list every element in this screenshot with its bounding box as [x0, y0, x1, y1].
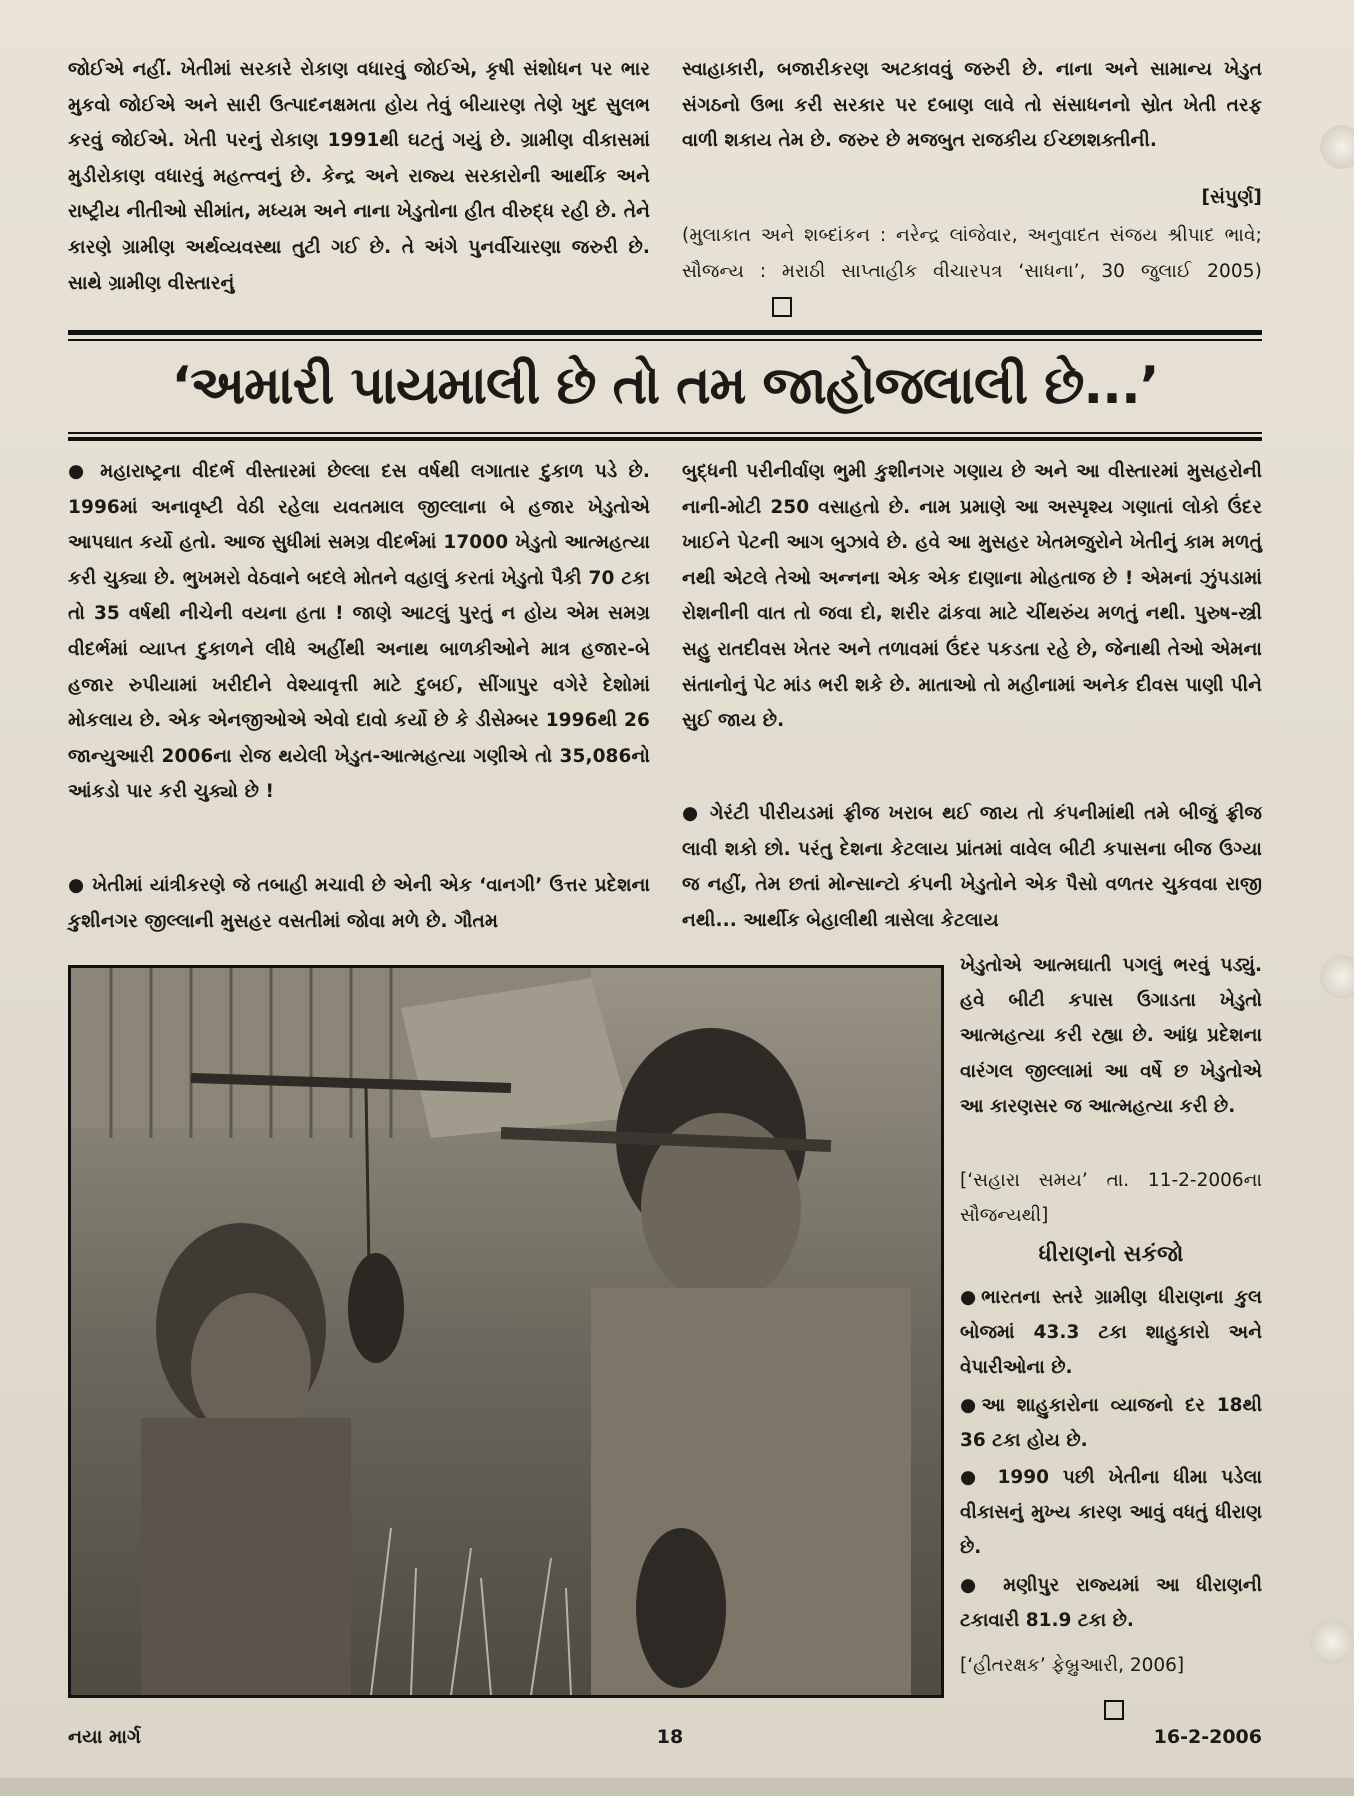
footer-date: 16-2-2006	[1153, 1726, 1262, 1748]
punch-hole-top	[1320, 125, 1354, 169]
sidebar-bullet-3: ● 1990 પછી ખેતીના ધીમા પડેલા વીકાસનું મુખ્ય કારણ આવું વધતું ધીરાણ છે.	[960, 1467, 1262, 1559]
credit-text: (મુલાકાત અને શબ્દાંકન : નરેન્દ્ર લાંજેવાર, અનુવાદત સંજય શ્રીપાદ ભાવે; સૌજન્ય : મરાઠી સાપ્તાહીક વીચારપત્ર ‘સાધના’, 30 જુલાઈ 2005)	[682, 225, 1262, 282]
footer-magazine-name: નયા માર્ગ	[68, 1726, 141, 1748]
sidebar-heading: ધીરાણનો સકંજો	[1038, 1242, 1184, 1267]
sidebar-bullet-1: ●ભારતના સ્તરે ગ્રામીણ ધીરાણના કુલ બોજમાં 43.3 ટકા શાહુકારો અને વેપારીઓના છે.	[960, 1287, 1262, 1379]
top-left-paragraph: જોઈએ નહીં. ખેતીમાં સરકારે રોકાણ વધારવું જોઈએ, કૃષી સંશોધન પર ભાર મુકવો જોઈએ અને સારી ઉત્પાદનક્ષમતા હોય તેવું બીયારણ તેણે ખુદ સુલભ કરવું જોઈએ. ખેતી પરનું રોકાણ 1991થી ઘટતું ગયું છે. ગ્રામીણ વીકાસમાં મુડીરોકાણ વધારવું મહત્ત્વનું છે. કેન્દ્ર અને રાજ્ય સરકારોની આર્થીક અને રાષ્ટ્રીય નીતીઓ સીમાંત, મધ્યમ અને નાના ખેડુતોના હીત વીરુદ્ધ રહી છે. તેને કારણે ગ્રામીણ અર્થવ્યવસ્થા તુટી ગઈ છે. તે અંગે પુનર્વીચારણા જરુરી છે. સાથે ગ્રામીણ વીસ્તારનું	[68, 59, 650, 294]
headline-rule-top-thin	[68, 339, 1262, 341]
footer-page-number: 18	[656, 1726, 684, 1748]
article-left-paragraph-1: ● મહારાષ્ટ્રના વીદર્ભ વીસ્તારમાં છેલ્લા દસ વર્ષથી લગાતાર દુકાળ પડે છે. 1996માં અનાવૃષ્ટી વેઠી રહેલા યવતમાલ જીલ્લાના બે હજાર ખેડુતોએ આપઘાત કર્યો હતો. આજ સુધીમાં સમગ્ર વીદર્ભમાં 17000 ખેડુતો આત્મહત્યા કરી ચુક્યા છે. ભુખમરો વેઠવાને બદલે મોતને વહાલું કરતાં ખેડુતો પૈકી 70 ટકા તો 35 વર્ષથી નીચેની વયના હતા ! જાણે આટલું પુરતું ન હોય એમ સમગ્ર વીદર્ભમાં વ્યાપ્ત દુકાળને લીધે અહીંથી અનાથ બાળકીઓને માત્ર હજાર-બે હજાર રુપીયામાં ખરીદીને વેશ્યાવૃત્તી માટે દુબઈ, સીંગાપુર વગેરે દેશોમાં મોકલાય છે. એક એનજીઓએ એવો દાવો કર્યો છે કે ડીસેમ્બર 1996થી 26 જાન્યુઆરી 2006ના રોજ થયેલી ખેડુત-આત્મહત્યા ગણીએ તો 35,086નો આંકડો પાર કરી ચુક્યો છે !	[68, 461, 650, 803]
sidebar-bullet-4: ● મણીપુર રાજ્યમાં આ ધીરાણની ટકાવારી 81.9 ટકા છે.	[960, 1575, 1262, 1632]
punch-hole-middle	[1320, 955, 1354, 999]
side-source: [‘સહારા સમય’ તા. 11-2-2006ના સૌજન્યથી]	[960, 1170, 1262, 1227]
headline-rule-top	[68, 330, 1262, 335]
sidebar-end-box-icon	[1104, 1700, 1124, 1720]
article-headline: ‘અમારી પાયમાલી છે તો તમ જાહોજલાલી છે...’	[171, 356, 1159, 416]
page-bottom-edge	[0, 1778, 1354, 1796]
article-right-paragraph-1: બુદ્ધની પરીનીર્વાણ ભુમી કુશીનગર ગણાય છે અને આ વીસ્તારમાં મુસહરોની નાની-મોટી 250 વસાહતો છે. નામ પ્રમાણે આ અસ્પૃશ્ય ગણાતાં લોકો ઉંદર ખાઈને પેટની આગ બુઝાવે છે. હવે આ મુસહર ખેતમજુરોને ખેતીનું કામ મળતું નથી એટલે તેઓ અન્નના એક એક દાણાના મોહતાજ છે ! એમનાં ઝુંપડામાં રોશનીની વાત તો જવા દો, શરીર ઢાંકવા માટે ચીંથરુંય મળતું નથી. પુરુષ-સ્ત્રી સહુ રાતદીવસ ખેતર અને તળાવમાં ઉંદર પકડતા રહે છે, જેનાથી તેઓ એમના સંતાનોનું પેટ માંડ ભરી શકે છે. માતાઓ તો મહીનામાં અનેક દીવસ પાણી પીને સુઈ જાય છે.	[682, 461, 1262, 732]
end-box-icon	[772, 297, 792, 317]
photo-illustration	[71, 968, 941, 1695]
side-paragraph: ખેડુતોએ આત્મઘાતી પગલું ભરવું પડ્યું. હવે બીટી કપાસ ઉગાડતા ખેડુતો આત્મહત્યા કરી રહ્યા છે. આંધ્ર પ્રદેશના વારંગલ જીલ્લામાં આ વર્ષે છ ખેડુતોએ આ કારણસર જ આત્મહત્યા કરી છે.	[960, 955, 1262, 1117]
article-right-paragraph-2: ● ગેરંટી પીરીયડમાં ફ્રીજ ખરાબ થઈ જાય તો કંપનીમાંથી તમે બીજું ફ્રીજ લાવી શકો છો. પરંતુ દેશના કેટલાય પ્રાંતમાં વાવેલ બીટી કપાસના બીજ ઉગ્યા જ નહીં, તેમ છતાં મોન્સાન્ટો કંપની ખેડુતોને એક પૈસો વળતર ચુકવવા રાજી નથી... આર્થીક બેહાલીથી ત્રાસેલા કેટલાય	[682, 803, 1262, 931]
headline-rule-bottom-thin	[68, 432, 1262, 434]
complete-tag: [સંપુર્ણ]	[1201, 187, 1262, 208]
top-right-paragraph: સ્વાહાકારી, બજારીકરણ અટકાવવું જરુરી છે. નાના અને સામાન્ય ખેડુત સંગઠનો ઉભા કરી સરકાર પર દબાણ લાવે તો સંસાધનનો સ્રોત ખેતી તરફ વાળી શકાય તેમ છે. જરુર છે મજબુત રાજકીય ઈચ્છાશક્તીની.	[682, 59, 1262, 152]
sidebar-bullet-2: ●આ શાહુકારોના વ્યાજનો દર 18થી 36 ટકા હોય છે.	[960, 1395, 1262, 1452]
sidebar-source: [‘હીતરક્ષક’ ફેબ્રુઆરી, 2006]	[960, 1655, 1185, 1676]
headline-rule-bottom	[68, 437, 1262, 441]
interview-credit	[682, 218, 1262, 318]
rat-catchers-photo	[68, 965, 944, 1698]
punch-hole-bottom	[1310, 1620, 1354, 1664]
article-left-paragraph-2: ● ખેતીમાં યાંત્રીકરણે જે તબાહી મચાવી છે એની એક ‘વાનગી’ ઉત્તર પ્રદેશના કુશીનગર જીલ્લાની મુસહર વસતીમાં જોવા મળે છે. ગૌતમ	[68, 875, 650, 932]
